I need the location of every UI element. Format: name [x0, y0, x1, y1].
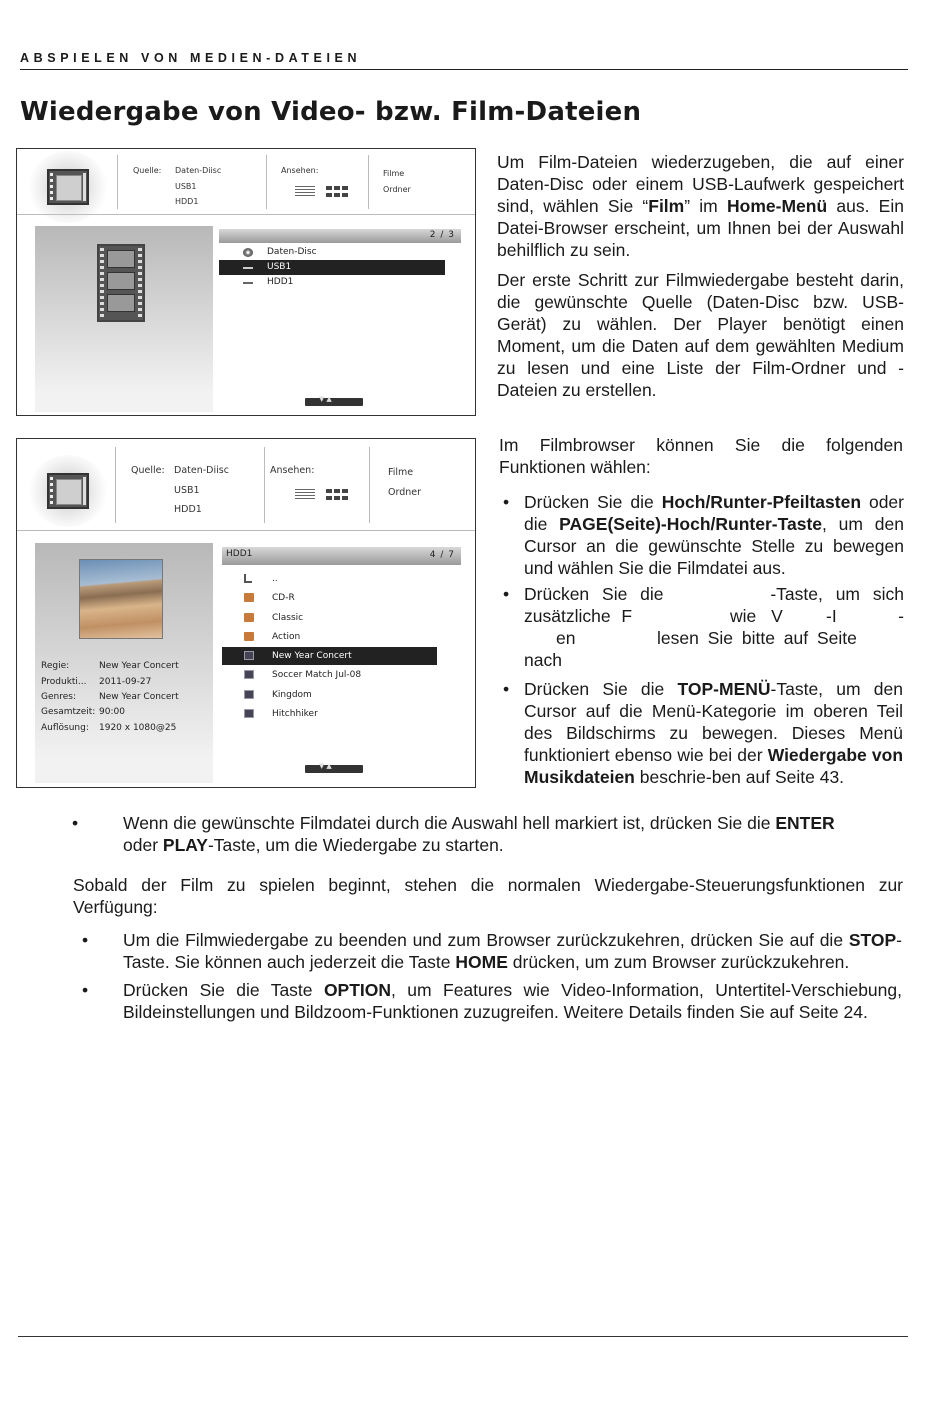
- list-item: • Wenn die gewünschte Filmdatei durch die Auswahl hell markiert ist, drücken Sie die ENTER oder PLAY-Taste, um die Wiedergabe zu starten.: [72, 813, 835, 855]
- usb-icon: [243, 282, 253, 284]
- footer-rule: [18, 1336, 908, 1337]
- meta-key: Produkti...: [41, 677, 87, 687]
- page-title: Wiedergabe von Video- bzw. Film-Dateien: [20, 97, 642, 127]
- file-row[interactable]: [222, 686, 437, 704]
- source-label: Quelle:: [133, 166, 162, 175]
- list-item: • Um die Filmwiedergabe zu beenden und zum Browser zurückzukehren, drücken Sie auf die STOP-Taste. Sie können auch jederzeit die Taste HOME drücken, um zum Browser zurückzukehren.: [82, 930, 902, 972]
- category-movies[interactable]: Filme: [383, 169, 405, 178]
- enter-play-list: [72, 812, 843, 856]
- file-label: ..: [272, 574, 278, 584]
- playback-paragraph: Sobald der Film zu spielen beginnt, stehen die normalen Wiedergabe-Steuerungsfunktionen zur Verfügung:: [73, 875, 903, 917]
- source-option-hdd1[interactable]: HDD1: [175, 197, 199, 206]
- movie-file-icon: [244, 690, 254, 699]
- meta-value: New Year Concert: [99, 692, 179, 702]
- list-header: [219, 229, 461, 243]
- folder-icon: [244, 593, 254, 602]
- category-bar: [17, 439, 475, 531]
- file-row[interactable]: [222, 705, 437, 723]
- header-rule: [20, 69, 908, 70]
- folder-icon: [244, 632, 254, 641]
- screenshot-source-selection: [16, 148, 476, 416]
- source-label: Quelle:: [131, 465, 165, 476]
- preview-panel: [35, 226, 213, 412]
- source-option-data-disc[interactable]: Daten-Diisc: [175, 166, 222, 175]
- file-row-selected[interactable]: [222, 647, 437, 665]
- view-label: Ansehen:: [270, 465, 315, 476]
- file-label: Hitchhiker: [272, 709, 318, 719]
- file-row[interactable]: [222, 609, 437, 627]
- file-row[interactable]: [222, 589, 437, 607]
- movie-file-icon: [244, 670, 254, 679]
- disc-icon: [243, 248, 253, 257]
- meta-key: Regie:: [41, 661, 70, 671]
- film-strip-icon: [97, 244, 145, 322]
- movie-thumbnail: [79, 559, 163, 639]
- file-label: Kingdom: [272, 690, 312, 700]
- folder-icon: [244, 613, 254, 622]
- device-row-usb1[interactable]: [219, 260, 445, 275]
- browser-functions-list: [503, 491, 904, 579]
- device-row-data-disc[interactable]: [219, 245, 445, 260]
- file-row[interactable]: [222, 570, 437, 588]
- device-row-hdd1[interactable]: [219, 275, 445, 290]
- category-folders[interactable]: Ordner: [388, 487, 422, 498]
- source-option-usb1[interactable]: USB1: [175, 182, 197, 191]
- source-option-data-disc[interactable]: Daten-Diisc: [174, 465, 229, 476]
- path-label: HDD1: [226, 549, 253, 559]
- info-panel: [35, 543, 213, 783]
- film-icon: [39, 161, 97, 213]
- scroll-indicator[interactable]: [305, 765, 363, 773]
- section-header: ABSPIELEN VON MEDIEN-DATEIEN: [20, 51, 362, 65]
- device-label: USB1: [267, 262, 292, 272]
- file-label: Action: [272, 632, 301, 642]
- screenshot-file-browser: [16, 438, 476, 788]
- meta-value: 90:00: [99, 707, 125, 717]
- file-label: Soccer Match Jul-08: [272, 670, 362, 680]
- meta-value: 1920 x 1080@25: [99, 723, 177, 733]
- file-label: New Year Concert: [272, 651, 352, 661]
- source-option-hdd1[interactable]: HDD1: [174, 504, 202, 515]
- category-folders[interactable]: Ordner: [383, 185, 411, 194]
- view-label: Ansehen:: [281, 166, 319, 175]
- list-item: • Drücken Sie die Hoch/Runter-Pfeiltasten oder die PAGE(Seite)-Hoch/Runter-Taste, um den Cursor an die gewünschte Stelle zu bewegen und wählen Sie die Filmdatei aus.: [503, 492, 904, 578]
- device-label: Daten-Disc: [267, 247, 317, 257]
- file-label: Classic: [272, 613, 304, 623]
- browser-intro-paragraph: Im Filmbrowser können Sie die folgenden Funktionen wählen:: [499, 435, 903, 477]
- device-label: HDD1: [267, 277, 294, 287]
- list-item-info: • Drücken Sie die -Taste, um sich zusätzliche F wie V -I - en lesen Sie bitte auf Seite nach: [503, 584, 904, 670]
- playback-functions-list: [82, 929, 902, 1023]
- movie-file-icon: [244, 651, 254, 660]
- meta-value: 2011-09-27: [99, 677, 152, 687]
- meta-key: Auflösung:: [41, 723, 89, 733]
- category-movies[interactable]: Filme: [388, 467, 414, 478]
- file-label: CD-R: [272, 593, 295, 603]
- category-bar: [17, 149, 475, 215]
- top-menu-list: [503, 678, 904, 788]
- list-item: • Drücken Sie die TOP-MENÜ-Taste, um den Cursor auf die Menü-Kategorie im oberen Teil des Bildschirms zu bewegen. Dieses Menü funktioniert ebenso wie bei der Wiedergabe von Musikdateien beschrie-ben auf Seite 43.: [503, 679, 904, 787]
- meta-value: New Year Concert: [99, 661, 179, 671]
- file-row[interactable]: [222, 666, 437, 684]
- intro-paragraph: Um Film-Dateien wiederzugeben, die auf einer Daten-Disc oder einem USB-Laufwerk gespeichert sind, wählen Sie “Film” im Home-Menü aus. Ein Datei-Browser erscheint, um Ihnen bei der Auswahl behilflich zu sein.: [497, 152, 904, 260]
- usb-icon: [243, 267, 253, 269]
- list-view-icon[interactable]: [295, 489, 315, 501]
- up-folder-icon: [244, 574, 252, 583]
- source-paragraph: Der erste Schritt zur Filmwiedergabe besteht darin, die gewünschte Quelle (Daten-Disc bzw. USB-Gerät) zu wählen. Der Player benötigt einen Moment, um die Daten auf dem gewählten Medium zu lesen und eine Liste der Film-Ordner und -Dateien zu erstellen.: [497, 270, 904, 400]
- file-row[interactable]: [222, 628, 437, 646]
- list-header: [222, 547, 461, 565]
- grid-view-icon[interactable]: [326, 186, 348, 198]
- grid-view-icon[interactable]: [326, 489, 348, 501]
- movie-file-icon: [244, 709, 254, 718]
- film-icon: [39, 465, 97, 517]
- page-counter: 4 / 7: [429, 550, 455, 560]
- source-option-usb1[interactable]: USB1: [174, 485, 200, 496]
- meta-key: Genres:: [41, 692, 76, 702]
- page-counter: 2 / 3: [429, 230, 455, 240]
- list-view-icon[interactable]: [295, 186, 315, 198]
- meta-key: Gesamtzeit:: [41, 707, 96, 717]
- list-item: • Drücken Sie die Taste OPTION, um Features wie Video-Information, Untertitel-Verschiebung, Bildeinstellungen und Bildzoom-Funktionen zuzugreifen. Weitere Details finden Sie auf Seite 24.: [82, 980, 902, 1022]
- scroll-indicator[interactable]: [305, 398, 363, 406]
